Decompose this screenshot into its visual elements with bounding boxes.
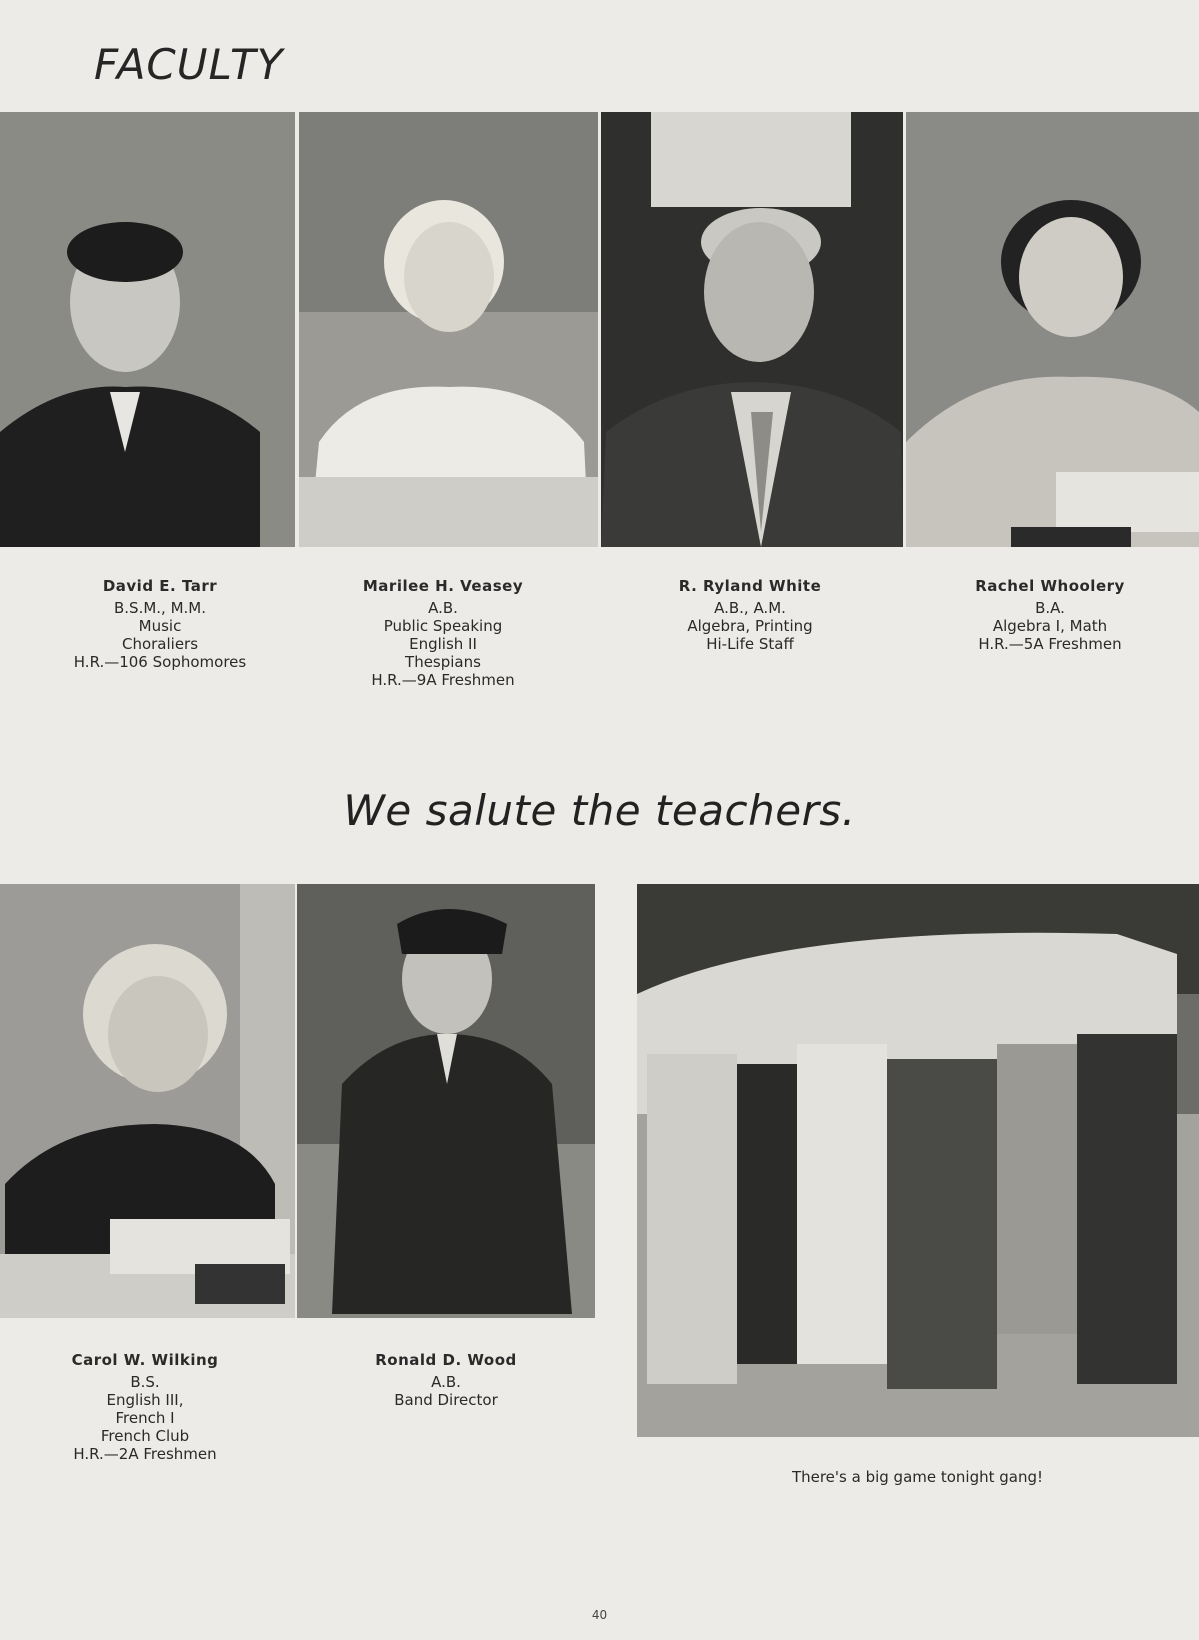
faculty-detail: French I: [115, 1409, 175, 1427]
faculty-detail: Algebra, Printing: [687, 617, 813, 635]
faculty-name: R. Ryland White: [678, 577, 822, 595]
caption-rachel-whoolery: [905, 577, 1195, 653]
faculty-detail: Thespians: [405, 653, 481, 671]
faculty-name: Rachel Whoolery: [975, 577, 1125, 595]
portrait-david-tarr: [0, 112, 295, 547]
caption-marilee-veasey: [298, 577, 588, 689]
caption-carol-wilking: [0, 1351, 290, 1463]
group-photo-caption: There's a big game tonight gang!: [791, 1468, 1044, 1486]
headline: We salute the teachers.: [343, 786, 856, 835]
page-number: 40: [591, 1608, 608, 1622]
faculty-detail: H.R.—2A Freshmen: [73, 1445, 217, 1463]
faculty-degree: A.B.: [431, 1373, 461, 1391]
faculty-degree: A.B.: [428, 599, 458, 617]
portrait-rachel-whoolery: [906, 112, 1199, 547]
faculty-detail: English II: [409, 635, 477, 653]
faculty-degree: B.A.: [1035, 599, 1065, 617]
page-title: FACULTY: [94, 40, 284, 89]
faculty-name: Ronald D. Wood: [375, 1351, 517, 1369]
faculty-name: David E. Tarr: [102, 577, 218, 595]
portrait-ryland-white: [601, 112, 903, 547]
faculty-name: Marilee H. Veasey: [362, 577, 524, 595]
faculty-detail: English III,: [106, 1391, 184, 1409]
faculty-detail: Band Director: [394, 1391, 498, 1409]
faculty-detail: H.R.—106 Sophomores: [73, 653, 247, 671]
faculty-detail: Algebra I, Math: [992, 617, 1108, 635]
caption-ryland-white: [600, 577, 900, 653]
caption-david-tarr: [10, 577, 310, 671]
faculty-detail: H.R.—5A Freshmen: [978, 635, 1122, 653]
faculty-degree: A.B., A.M.: [714, 599, 786, 617]
faculty-detail: Hi-Life Staff: [706, 635, 794, 653]
faculty-detail: French Club: [100, 1427, 190, 1445]
faculty-detail: Music: [138, 617, 182, 635]
faculty-degree: B.S.M., M.M.: [113, 599, 206, 617]
faculty-degree: B.S.: [130, 1373, 160, 1391]
portrait-carol-wilking: [0, 884, 295, 1318]
faculty-detail: Choraliers: [121, 635, 199, 653]
portrait-ronald-wood: [297, 884, 595, 1318]
portrait-marilee-veasey: [299, 112, 598, 547]
faculty-detail: Public Speaking: [383, 617, 503, 635]
group-photo-bus: [637, 884, 1199, 1437]
caption-ronald-wood: [298, 1351, 594, 1409]
faculty-name: Carol W. Wilking: [71, 1351, 219, 1369]
faculty-detail: H.R.—9A Freshmen: [371, 671, 515, 689]
